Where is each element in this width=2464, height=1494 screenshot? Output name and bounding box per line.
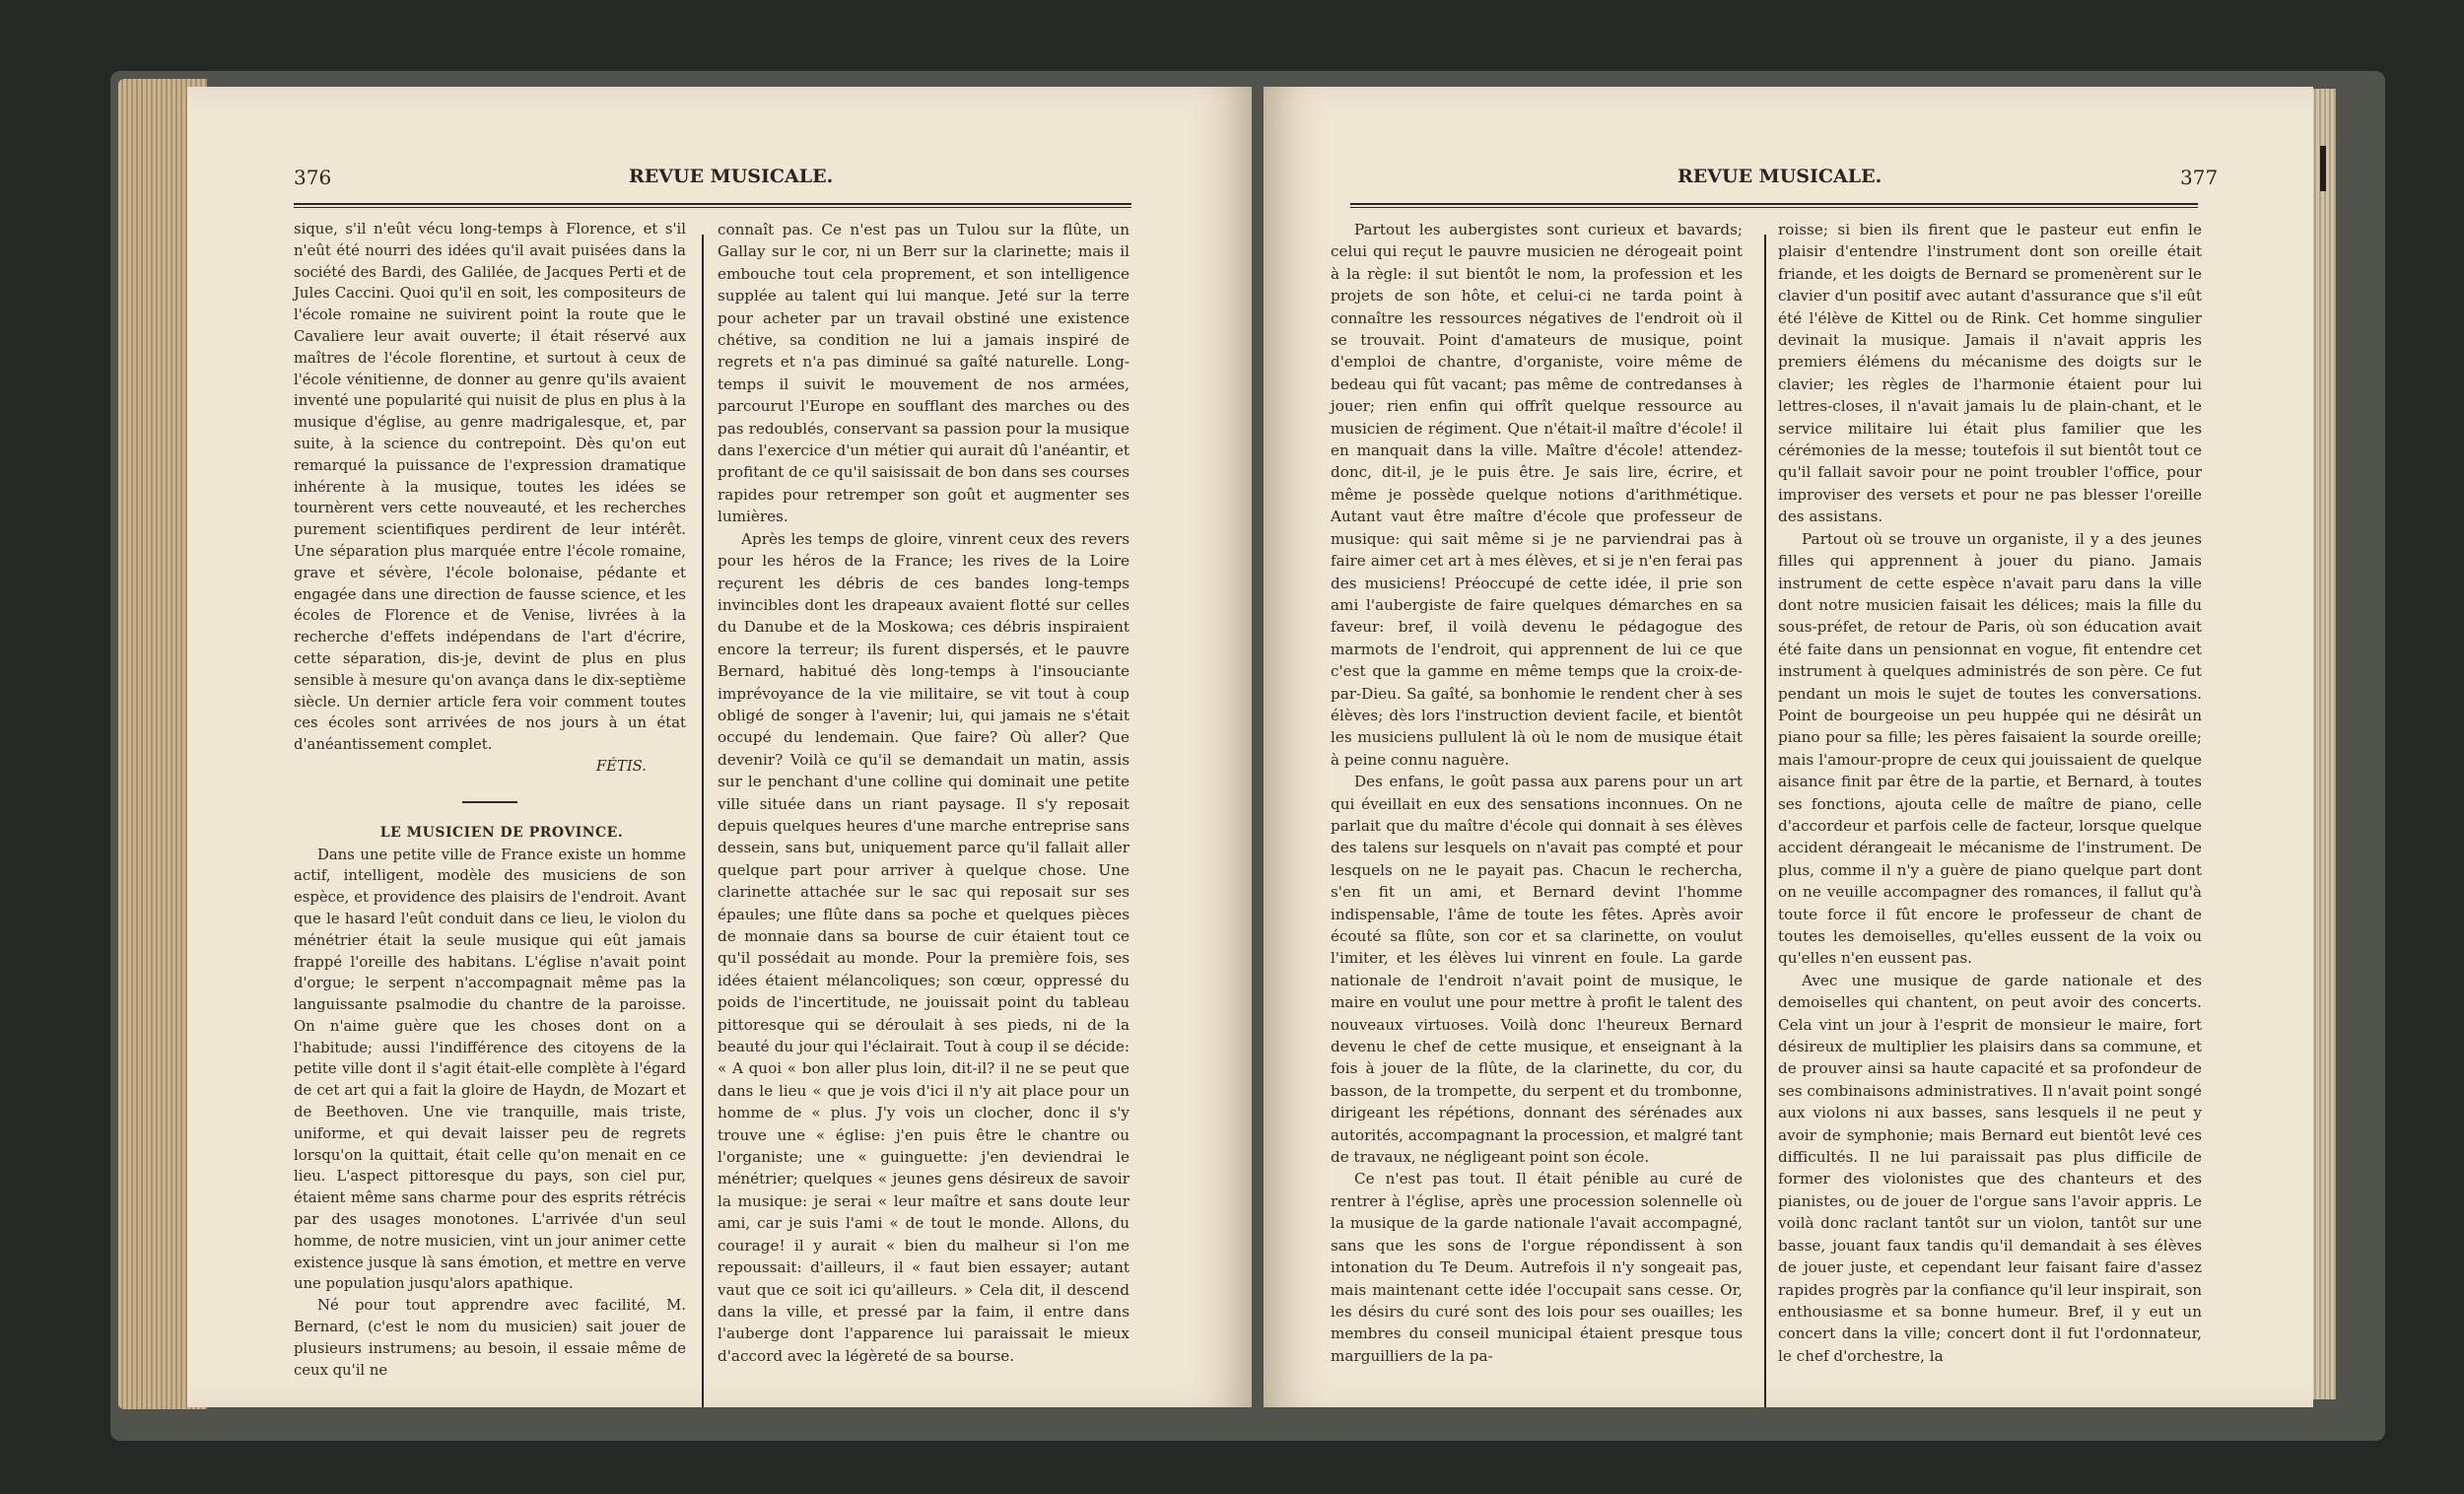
section-title: LE MUSICIEN DE PROVINCE.	[379, 824, 624, 841]
page-number: 376	[294, 166, 332, 189]
paragraph: Avec une musique de garde nationale et des demoiselles qui chantent, on peut avoir des concerts. Cela vint un jour à l'esprit de monsieur le maire, fort désireux de multiplier les plaisirs dans sa commune, et de prouver ainsi sa haute capacité et sa profondeur de ses combinaisons administratives. Il n'avait point songé aux violons ni aux basses, sans lesquels il ne peut y avoir de symphonie; mais Bernard eut bientôt levé ces difficultés. Il ne lui paraissait pas plus difficile de former des violonistes que des chanteurs et des pianistes, ou de jouer de l'orgue sans l'avoir appris. Le voilà donc raclant tantôt sur un violon, tantôt sur une basse, jouant faux tandis qu'il demandait à ses élèves de jouer juste, et cependant leur faisant faire d'assez rapides progrès par la confiance qu'il leur inspirait, son enthousiasme et sa bonne humeur. Bref, il y eut un concert dans la ville; concert dont il fut l'ordonnateur, le chef d'orchestre, la	[1778, 971, 2202, 1365]
paragraph: sique, s'il n'eût vécu long-temps à Florence, et s'il n'eût été nourri des idées qu'il avait puisées dans la société des Bardi, des Galilée, de Jacques Perti et de Jules Caccini. Quoi qu'il en soit, les compositeurs de l'école romaine ne suivirent point la route que le Cavaliere leur avait ouverte; il était réservé aux maîtres de l'école florentine, et surtout à ceux de l'école vénitienne, de donner au genre qu'ils avaient inventé une popularité qui nuisit de plus en plus à la musique d'église, au genre madrigalesque, et, par suite, à la science du contrepoint. Dès qu'on eut remarqué la puissance de l'expression dramatique inhérente à la musique, toutes les idées se tournèrent vers cette nouveauté, et les recherches purement scientifiques perdirent de leur intérêt. Une séparation plus marquée entre l'école romaine, grave et sévère, l'école bolonaise, pédante et engagée dans une direction de fausse science, et les écoles de Florence et de Venise, livrées à la recherche d'effets indépendans de l'art d'écrire, cette séparation, dis-je, devint de plus en plus sensible à mesure qu'on avança dans le dix-septième siècle. Un dernier article fera voir comment toutes ces écoles sont arrivées de nos jours à un état d'anéantissement complet.	[294, 221, 686, 754]
running-header: REVUE MUSICALE.	[629, 166, 834, 187]
paragraph: Dans une petite ville de France existe un homme actif, intelligent, modèle des musiciens de son espèce, et providence des plaisirs de l'endroit. Avant que le hasard l'eût conduit dans ce lieu, le violon du ménétrier était la seule musique qui eût jamais frappé l'oreille des habitans. L'église n'avait point d'orgue; le serpent n'accompagnait même pas la languissante psalmodie du chantre de la paroisse. On n'aime guère que les choses dont on a l'habitude; aussi l'indifférence des citoyens de la petite ville dont il s'agit était-elle complète à l'égard de cet art qui a fait la gloire de Haydn, de Mozart et de Beethoven. Une vie tranquille, mais triste, uniforme, et qui devait laisser peu de regrets lorsqu'on la quittait, était celle qu'on menait en ce lieu. L'aspect pittoresque du pays, son ciel pur, étaient même sans charme pour des esprits rétrécis par des usages monotones. L'arrivée d'un seul homme, de notre musicien, vint un jour animer cette existence jusque là sans émotion, et mettre en verve une population jusqu'alors apathique.	[294, 846, 686, 1293]
column-rule	[702, 235, 704, 1407]
header-rule	[1350, 203, 2198, 208]
header-rule	[294, 203, 1131, 208]
paragraph: connaît pas. Ce n'est pas un Tulou sur la flûte, un Gallay sur le cor, ni un Berr sur la clarinette; mais il embouche tout cela proprement, et son intelligence supplée au talent qui lui manque. Jeté sur la terre pour acheter par un travail obstiné une existence chétive, sa condition ne lui a jamais inspiré de regrets et n'a pas diminué sa gaîté naturelle. Long-temps il suivit le mouvement de nos armées, parcourut l'Europe en soufflant des marches ou des pas redoublés, conservant sa passion pour la musique dans l'exercice d'un métier qui aurait dû l'anéantir, et profitant de ce qu'il saisissait de bon dans ses courses rapides pour retremper son goût et augmenter ses lumières.	[718, 221, 1129, 526]
paragraph: Des enfans, le goût passa aux parens pour un art qui éveillait en eux des sensations inconnues. On ne parlait que du maître d'école qui donnait à ses élèves des talens sur lesquels on n'avait pas compté et pour lesquels on ne le payait pas. Chacun le rechercha, s'en fit un ami, et Bernard devint l'homme indispensable, l'âme de toute les fêtes. Après avoir écouté sa flûte, son cor et sa clarinette, on voulut l'imiter, et les élèves lui vinrent en foule. La garde nationale de l'endroit n'avait point de musique, le maire en voulut une pour mettre à profit le talent des nouveaux virtuoses. Voilà donc l'heureux Bernard devenu le chef de cette musique, et enseignant à la fois à jouer de la flûte, de la clarinette, du cor, du basson, de la trompette, du serpent et du trombonne, dirigeant les répétions, donnant des sérénades aux autorités, accompagnant la procession, et malgré tant de travaux, ne négligeant point son école.	[1331, 773, 1743, 1167]
left-page	[187, 87, 1252, 1407]
section-divider	[462, 801, 517, 803]
paragraph: Ce n'est pas tout. Il était pénible au curé de rentrer à l'église, après une procession solennelle où la musique de la garde nationale l'avait accompagné, sans que les sons de l'orgue répondissent à son intonation du Te Deum. Autrefois il n'y songeait pas, mais maintenant cette idée l'occupait sans cesse. Or, les désirs du curé sont des lois pour ses ouailles; les membres du conseil municipal étaient presque tous marguilliers de la pa-	[1331, 1170, 1743, 1365]
right-column-2	[1778, 219, 2202, 1367]
running-header: REVUE MUSICALE.	[1677, 166, 1882, 187]
paragraph: Partout les aubergistes sont curieux et bavards; celui qui reçut le pauvre musicien ne dérogeait point à la règle: il sut bientôt le nom, la profession et les projets de son hôte, et celui-ci ne tarda point à connaître les ressources négatives de l'endroit où il se trouvait. Point d'amateurs de musique, point d'emploi de chantre, d'organiste, voire même de bedeau qui fût vacant; pas même de contredanses à jouer; rien enfin qui offrît quelque ressource au musicien de régiment. Que n'était-il maître d'école! il en manquait dans la ville. Maître d'école! attendez-donc, dit-il, je le puis être. Je sais lire, écrire, et même je possède quelque notions d'arithmétique. Autant vaut être maître d'école que professeur de musique: qui sait même si je ne parviendrai pas à faire aimer cet art à mes élèves, et si je n'en ferai pas des musiciens! Préoccupé de cette idée, il prie son ami l'aubergiste de faire quelques démarches en sa faveur: bref, il voilà devenu le pédagogue des marmots de l'endroit, qui apprennent de lui ce que c'est que la gamme en même temps que la croix-de-par-Dieu. Sa gaîté, sa bonhomie le rendent cher à ses élèves; dès lors l'instruction devient facile, et bientôt les musiciens pullulent là où le nom de musique était à peine connu naguère.	[1331, 221, 1743, 769]
paragraph: Partout où se trouve un organiste, il y a des jeunes filles qui apprennent à jouer du piano. Jamais instrument de cette espèce n'avait paru dans la ville dont notre musicien faisait les délices; mais la fille du sous-préfet, de retour de Paris, où son éducation avait été faite dans un pensionnat en vogue, fit entendre cet instrument à quelques administrés de son père. Ce fut pendant un mois le sujet de toutes les conversations. Point de bourgeoise un peu huppée qui ne désirât un piano pour sa fille; les pères faisaient la sourde oreille; mais l'amour-propre de ceux qui jouissaient de quelque aisance finit par être de la partie, et Bernard, à toutes ses fonctions, ajouta celle de maître de piano, celle d'accordeur et parfois celle de facteur, lorsque quelque accident dérangeait le mécanisme de l'instrument. De plus, comme il n'y a guère de piano quelque part dont on ne veuille accompagner des romances, il fallut qu'à toute force il fût encore le professeur de chant de toutes les demoiselles, qu'elles eussent de la voix ou qu'elles n'en eussent pas.	[1778, 529, 2202, 968]
left-column-2	[718, 219, 1129, 1367]
left-column-1	[294, 219, 686, 1381]
signature: FÉTIS.	[595, 757, 647, 775]
paragraph: Après les temps de gloire, vinrent ceux des revers pour les héros de la France; les rives de la Loire reçurent les débris de ces bandes long-temps invincibles dont les drapeaux avaient flotté sur celles du Danube et de la Moskowa; ces débris inspiraient encore la terreur; ils furent dispersés, et le pauvre Bernard, habitué dès long-temps à l'insouciante imprévoyance de la vie militaire, se vit tout à coup obligé de songer à l'avenir; lui, qui jamais ne s'était occupé du lendemain. Que faire? Où aller? Que devenir? Voilà ce qu'il se demandait un matin, assis sur le penchant d'une colline qui dominait une petite ville située dans un riant paysage. Il s'y reposait depuis quelques heures d'une marche entreprise sans dessein, sans but, uniquement parce qu'il fallait aller quelque part pour arriver à quelque chose. Une clarinette attachée sur le sac qui reposait sur ses épaules; une flûte dans sa poche et quelques pièces de monnaie dans sa bourse de cuir étaient tout ce qu'il possédait au monde. Pour la première fois, ses idées étaient mélancoliques; son cœur, oppressé du poids de l'incertitude, ne jouissait point du tableau pittoresque qui se déroulait à ses pieds, ni de la beauté du jour qui l'éclairait. Tout à coup il se décide: « A quoi « bon aller plus loin, dit-il? il ne se peut que dans le lieu « que je vois d'ici il n'y ait place pour un homme de « plus. J'y vois un clocher, donc il s'y trouve une « église: j'en puis être le chantre ou l'organiste; une « guinguette: j'en deviendrai le ménétrier; quelques « jeunes gens désireux de savoir la musique: je serai « leur maître et sans doute leur ami, car je suis l'ami « de tout le monde. Allons, du courage! il y aurait « bien du malheur si l'on me repoussait: d'ailleurs, il « faut bien essayer; autant vaut que ce soit ici qu'ailleurs. » Cela dit, il descend dans la ville, et pressé par la faim, il entre dans l'auberge dont l'apparence lui paraissait le mieux d'accord avec la légèreté de sa bourse.	[718, 529, 1129, 1365]
paragraph: Né pour tout apprendre avec facilité, M. Bernard, (c'est le nom du musicien) sait jouer de plusieurs instrumens; au besoin, il essaie même de ceux qu'il ne	[294, 1297, 686, 1379]
right-column-1	[1331, 219, 1743, 1367]
paragraph: roisse; si bien ils firent que le pasteur eut enfin le plaisir d'entendre l'instrument dont son oreille était friande, et les doigts de Bernard se promenèrent sur le clavier d'un positif avec autant d'assurance que s'il eût été l'élève de Kittel ou de Rink. Cet homme singulier devinait la musique. Jamais il n'avait appris les premiers élémens du mécanisme des doigts sur le clavier; les règles de l'harmonie étaient pour lui lettres-closes, il n'avait jamais lu de plain-chant, et le service militaire lui était plus familier que les cérémonies de la messe; toutefois il sut bientôt tout ce qu'il fallait savoir pour ne point troubler l'office, pour improviser des versets et pour ne pas blesser l'oreille des assistans.	[1778, 221, 2202, 526]
binding-mark	[2320, 146, 2326, 191]
page-number: 377	[2180, 166, 2219, 189]
column-rule	[1764, 235, 1766, 1407]
right-page	[1264, 87, 2313, 1407]
